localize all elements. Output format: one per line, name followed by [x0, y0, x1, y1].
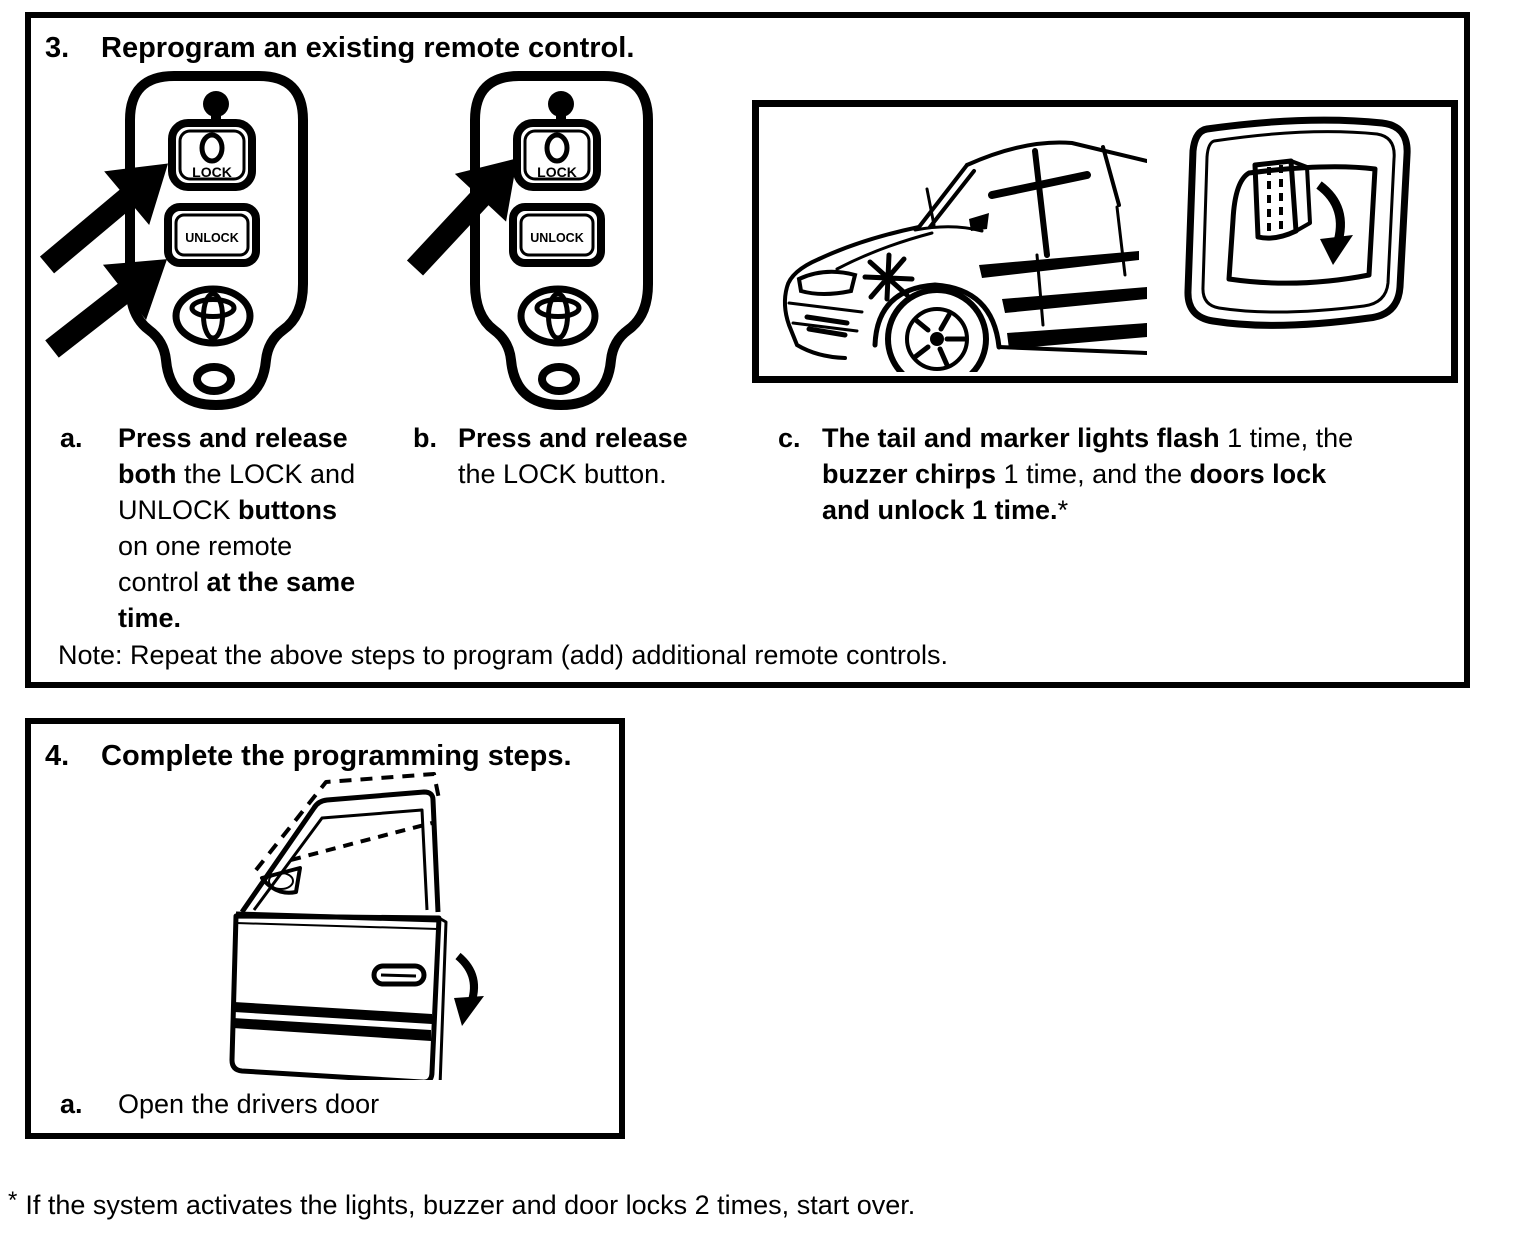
car-illustration: [767, 127, 1147, 372]
item-a-text: Press and release both the LOCK and UNLOCK buttons on one remote control at the same time.: [118, 423, 356, 633]
step4-heading: [45, 740, 572, 773]
unlock-button: [168, 207, 256, 263]
lock-button: [517, 123, 597, 187]
footnote: [8, 1187, 916, 1221]
led-indicator: [548, 91, 574, 117]
step4-number: 4.: [45, 740, 70, 772]
lock-button-label: LOCK: [537, 164, 577, 180]
footnote-asterisk: *: [8, 1187, 18, 1214]
unlock-button: [513, 207, 601, 263]
item-c-label: c.: [778, 423, 801, 453]
lock-button: [172, 123, 252, 187]
car-and-handle-box: [752, 100, 1458, 383]
step4-item-a-text: Open the drivers door: [118, 1089, 380, 1119]
step4-item-a: [60, 1086, 379, 1122]
item-c-text: The tail and marker lights flash 1 time, the buzzer chirps 1 time, and the doors lock and unlock 1 time.*: [822, 423, 1354, 525]
step3-item-b: [413, 420, 688, 492]
rotate-arrow-head: [1320, 235, 1353, 265]
keyring-hole: [197, 367, 231, 391]
footnote-text: If the system activates the lights, buzzer and door locks 2 times, start over.: [25, 1190, 916, 1220]
step4-title: Complete the programming steps.: [101, 740, 572, 772]
remote-fob-right-svg: [405, 70, 655, 415]
step3-note: Note: Repeat the above steps to program (add) additional remote controls.: [58, 640, 948, 670]
rotate-arrow-icon: [1319, 185, 1340, 245]
lock-button-label: LOCK: [192, 164, 232, 180]
door-illustration: [196, 770, 496, 1080]
remote-fob-left-illustration: [40, 70, 310, 415]
item-a-label: a.: [60, 423, 83, 453]
step3-box: [25, 12, 1470, 688]
item-b-label: b.: [413, 423, 437, 453]
door-handle: [374, 966, 424, 984]
unlock-button-label: UNLOCK: [530, 231, 584, 245]
front-wheel: [888, 290, 986, 372]
step4-item-a-label: a.: [60, 1089, 83, 1119]
remote-fob-left-svg: [40, 70, 310, 415]
step4-box: [25, 718, 625, 1139]
step3-title: Reprogram an existing remote control.: [101, 32, 635, 64]
step3-heading: [45, 32, 634, 65]
led-indicator: [203, 91, 229, 117]
step3-item-a: [60, 420, 355, 636]
keyring-hole: [542, 367, 576, 391]
door-handle-illustration: [1157, 115, 1422, 335]
remote-fob-right-illustration: [405, 70, 655, 415]
step3-item-c: [778, 420, 1353, 528]
unlock-button-label: UNLOCK: [185, 231, 239, 245]
open-arrow-head: [454, 996, 484, 1026]
step3-number: 3.: [45, 32, 70, 64]
item-b-text: Press and release the LOCK button.: [458, 423, 688, 489]
